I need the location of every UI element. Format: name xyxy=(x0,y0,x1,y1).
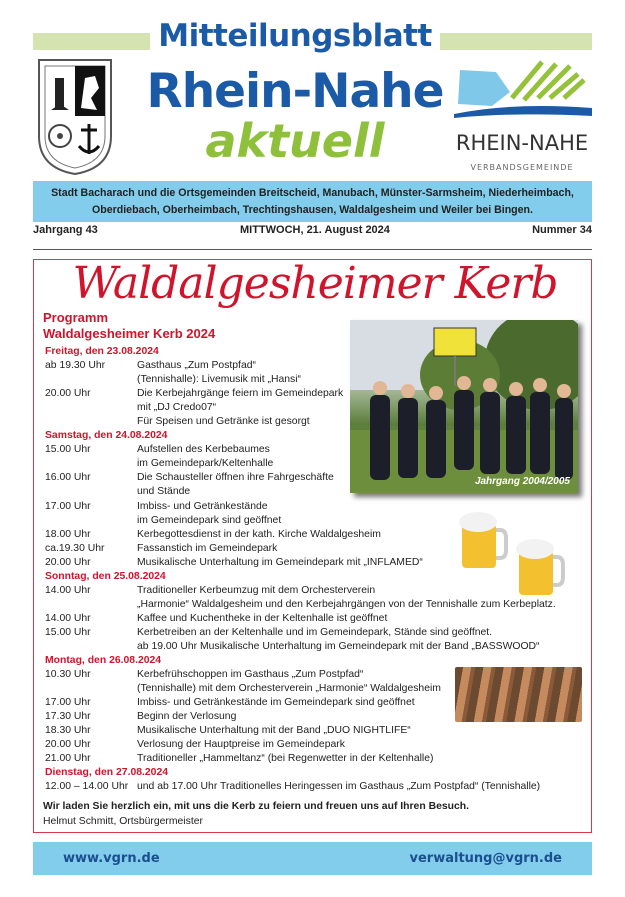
event-description: Aufstellen des Kerbebaumes im Gemeindepark/Keltenhalle xyxy=(137,444,274,470)
schedule-row xyxy=(45,724,585,738)
footer-band xyxy=(33,842,592,875)
masthead-subtitle: aktuell xyxy=(205,114,385,168)
event-time: 17.00 Uhr xyxy=(45,500,91,512)
schedule-row xyxy=(45,612,585,626)
event-time: 20.00 Uhr xyxy=(45,388,91,400)
website-link[interactable]: www.vgrn.de xyxy=(63,851,160,866)
issue-meta xyxy=(33,224,592,236)
event-time: 14.00 Uhr xyxy=(45,612,91,624)
email-link[interactable]: verwaltung@vgrn.de xyxy=(409,851,562,866)
event-description: Imbiss- und Getränkestände im Gemeindepark sind geöffnet xyxy=(137,697,415,709)
program-label: Programm xyxy=(43,310,109,325)
issue-number: Nummer 34 xyxy=(532,224,592,236)
event-description: Fassanstich im Gemeindepark xyxy=(137,542,278,554)
event-description: Die Kerbejahrgänge feiern im Gemeindepark mit „DJ Credo07“ xyxy=(137,388,344,414)
photo-caption: Jahrgang 2004/2005 xyxy=(474,476,570,487)
event-time: 12.00 – 14.00 Uhr xyxy=(45,781,129,793)
event-time: 15.00 Uhr xyxy=(45,444,91,456)
day-heading: Samstag, den 24.08.2024 xyxy=(45,430,168,442)
event-description: Für Speisen und Getränke ist gesorgt xyxy=(137,416,310,428)
schedule-row xyxy=(45,752,585,766)
municipalities-band xyxy=(33,181,592,222)
masthead-title: Mitteilungsblatt xyxy=(150,14,440,58)
day-heading: Dienstag, den 27.08.2024 xyxy=(45,767,169,779)
article-title: Waldalgesheimer Kerb xyxy=(72,258,558,309)
event-description: Gasthaus „Zum Postpfad“ (Tennishalle): Livemusik mit „Hansi“ xyxy=(137,360,301,386)
issue-date: MITTWOCH, 21. August 2024 xyxy=(239,224,390,236)
volume: Jahrgang 43 xyxy=(33,224,98,236)
event-description: und ab 17.00 Uhr Traditionelles Heringessen im Gasthaus „Zum Postpfad“ (Tennishalle) xyxy=(137,781,541,793)
municipalities-line-2: Oberdiebach, Oberheimbach, Trechtingshausen, Waldalgesheim und Weiler bei Bingen. xyxy=(92,204,533,216)
event-time: 20.00 Uhr xyxy=(45,556,91,568)
event-description: Musikalische Unterhaltung mit der Band „DUO NIGHTLIFE“ xyxy=(137,725,411,737)
event-time: 17.00 Uhr xyxy=(45,697,91,709)
schedule-row xyxy=(45,584,585,612)
group-photo-illustration xyxy=(350,320,578,493)
sausages-photo xyxy=(455,667,582,722)
closing xyxy=(43,799,469,829)
event-time: 18.00 Uhr xyxy=(45,528,91,540)
event-time: 14.00 Uhr xyxy=(45,584,91,596)
beer-mug-icon xyxy=(458,510,508,570)
signature: Helmut Schmitt, Ortsbürgermeister xyxy=(43,816,203,827)
event-time xyxy=(45,415,137,429)
municipalities-line-1: Stadt Bacharach und die Ortsgemeinden Breitscheid, Manubach, Münster-Sarmsheim, Niederheimbach, xyxy=(51,187,574,199)
event-time: 16.00 Uhr xyxy=(45,472,91,484)
event-description: Kaffee und Kuchentheke in der Keltenhalle ist geöffnet xyxy=(137,612,388,624)
event-time: 10.30 Uhr xyxy=(45,669,91,681)
schedule-row xyxy=(45,780,585,794)
schedule-row xyxy=(45,626,585,654)
day-heading: Montag, den 26.08.2024 xyxy=(45,655,162,667)
beer-mug-icon xyxy=(515,537,565,597)
divider xyxy=(33,249,592,250)
day-heading: Freitag, den 23.08.2024 xyxy=(45,346,159,357)
masthead-name: Rhein-Nahe xyxy=(146,64,444,119)
event-time: 15.00 Uhr xyxy=(45,626,91,638)
event-description: Traditioneller „Hammeltanz“ (bei Regenwetter in der Keltenhalle) xyxy=(137,753,434,765)
event-description: Verlosung der Hauptpreise im Gemeindepark xyxy=(137,739,345,751)
event-time: ab 19.30 Uhr xyxy=(45,360,106,372)
schedule-row xyxy=(45,738,585,752)
event-description: Die Schausteller öffnen ihre Fahrgeschäfte und Stände xyxy=(137,472,334,498)
coat-of-arms-icon xyxy=(37,58,113,176)
logo-subtext: VERBANDSGEMEINDE xyxy=(470,163,574,172)
event-time: 21.00 Uhr xyxy=(45,753,91,765)
event-description: Traditioneller Kerbeumzug mit dem Orchesterverein „Harmonie“ Waldalgesheim und den Kerbejahrgängen von der Tennishalle zum Kerbeplatz. xyxy=(137,584,556,610)
logo-text: RHEIN-NAHE xyxy=(455,131,589,155)
event-description: Kerbefrühschoppen im Gasthaus „Zum Postpfad“ (Tennishalle) mit dem Orchesterverein „Harmonie“ Waldalgesheim xyxy=(137,669,441,695)
event-time: ca.19.30 Uhr xyxy=(45,542,105,554)
invitation-text: Wir laden Sie herzlich ein, mit uns die Kerb zu feiern und freuen uns auf Ihren Besuch. xyxy=(43,801,469,812)
event-description: Beginn der Verlosung xyxy=(137,711,237,723)
program-heading xyxy=(43,310,215,342)
event-description: Imbiss- und Getränkestände im Gemeindepark sind geöffnet xyxy=(137,500,282,526)
event-description: Musikalische Unterhaltung im Gemeindepark mit „INFLAMED“ xyxy=(137,556,423,568)
event-time: 20.00 Uhr xyxy=(45,739,91,751)
event-description: Kerbetreiben an der Keltenhalle und im Gemeindepark, Stände sind geöffnet. ab 19.00 Uhr Musikalische Unterhaltung im Gemeindepark mit der Band „BASSWOOD“ xyxy=(137,626,540,652)
verbandsgemeinde-logo xyxy=(452,58,592,178)
event-time: 17.30 Uhr xyxy=(45,711,91,723)
day-heading: Sonntag, den 25.08.2024 xyxy=(45,570,166,582)
group-photo xyxy=(350,320,578,493)
event-time: 18.30 Uhr xyxy=(45,725,91,737)
event-description: Kerbegottesdienst in der kath. Kirche Waldalgesheim xyxy=(137,528,381,540)
program-title: Waldalgesheimer Kerb 2024 xyxy=(43,326,216,341)
